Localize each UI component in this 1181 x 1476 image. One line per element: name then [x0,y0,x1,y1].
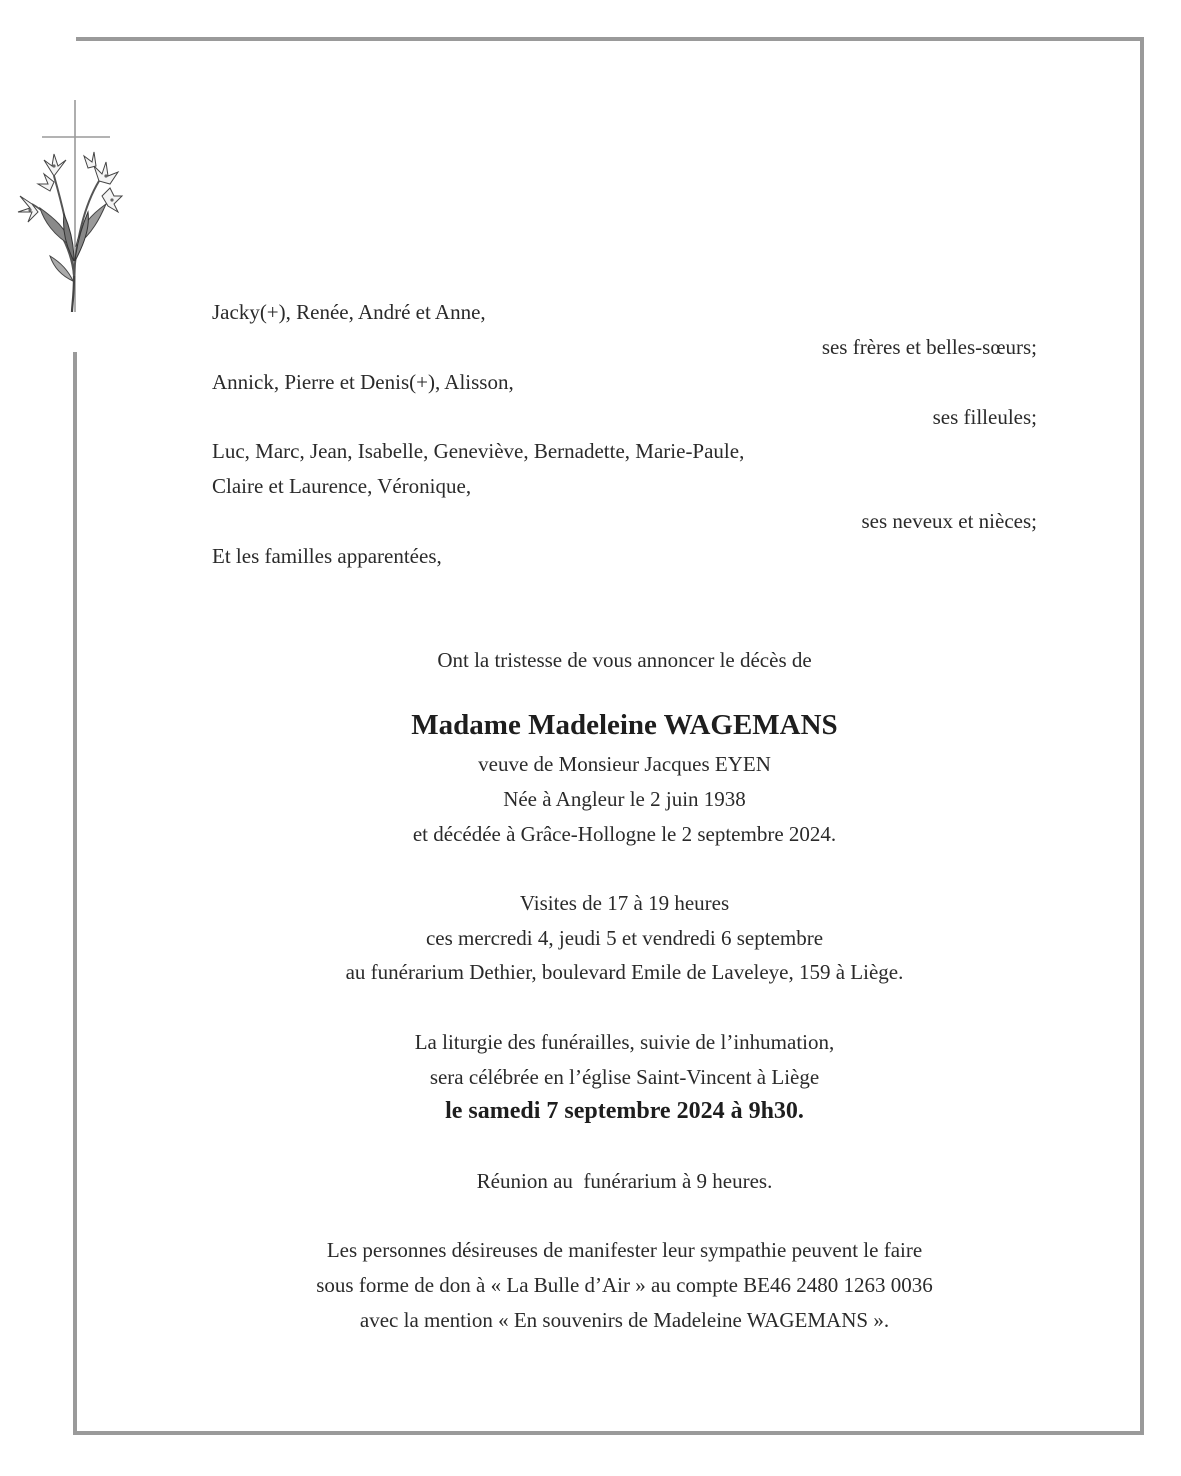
godchildren-role: ses filleules; [932,405,1037,429]
liturgy-line2: sera célébrée en l’église Saint-Vincent à Liège [429,1065,820,1089]
visit-days: ces mercredi 4, jeudi 5 et vendredi 6 septembre [425,926,824,950]
donation-line2: sous forme de don à « La Bulle d’Air » au compte BE46 2480 1263 0036 [316,1273,933,1297]
visit-place: au funérarium Dethier, boulevard Emile de Laveleye, 159 à Liège. [345,960,904,984]
visit-hours: Visites de 17 à 19 heures [519,891,730,915]
meeting-info: Réunion au funérarium à 9 heures. [476,1169,773,1193]
deceased-name: Madame Madeleine WAGEMANS [411,709,838,741]
announcement-intro: Ont la tristesse de vous annoncer le décès de [437,648,812,672]
death-info: et décédée à Grâce-Hollogne le 2 septembre 2024. [412,822,837,846]
cross-with-lilies-icon [14,96,124,316]
widow-of: veuve de Monsieur Jacques EYEN [478,752,771,776]
liturgy-line1: La liturgie des funérailles, suivie de l’inhumation, [414,1030,835,1054]
related-families: Et les familles apparentées, [212,544,442,568]
siblings-role: ses frères et belles-sœurs; [821,335,1037,359]
siblings-names: Jacky(+), Renée, André et Anne, [212,300,486,324]
nephews-role: ses neveux et nièces; [861,509,1037,533]
donation-line3: avec la mention « En souvenirs de Madeleine WAGEMANS ». [359,1308,890,1332]
nephews-names-line2: Claire et Laurence, Véronique, [212,474,472,498]
nephews-names-line1: Luc, Marc, Jean, Isabelle, Geneviève, Bernadette, Marie-Paule, [212,439,745,463]
donation-line1: Les personnes désireuses de manifester leur sympathie peuvent le faire [326,1238,923,1262]
frame-border-top [76,37,1144,41]
funeral-date: le samedi 7 septembre 2024 à 9h30. [445,1098,804,1124]
frame-border-bottom [73,1431,1144,1435]
godchildren-names: Annick, Pierre et Denis(+), Alisson, [212,370,514,394]
birth-info: Née à Angleur le 2 juin 1938 [503,787,746,811]
